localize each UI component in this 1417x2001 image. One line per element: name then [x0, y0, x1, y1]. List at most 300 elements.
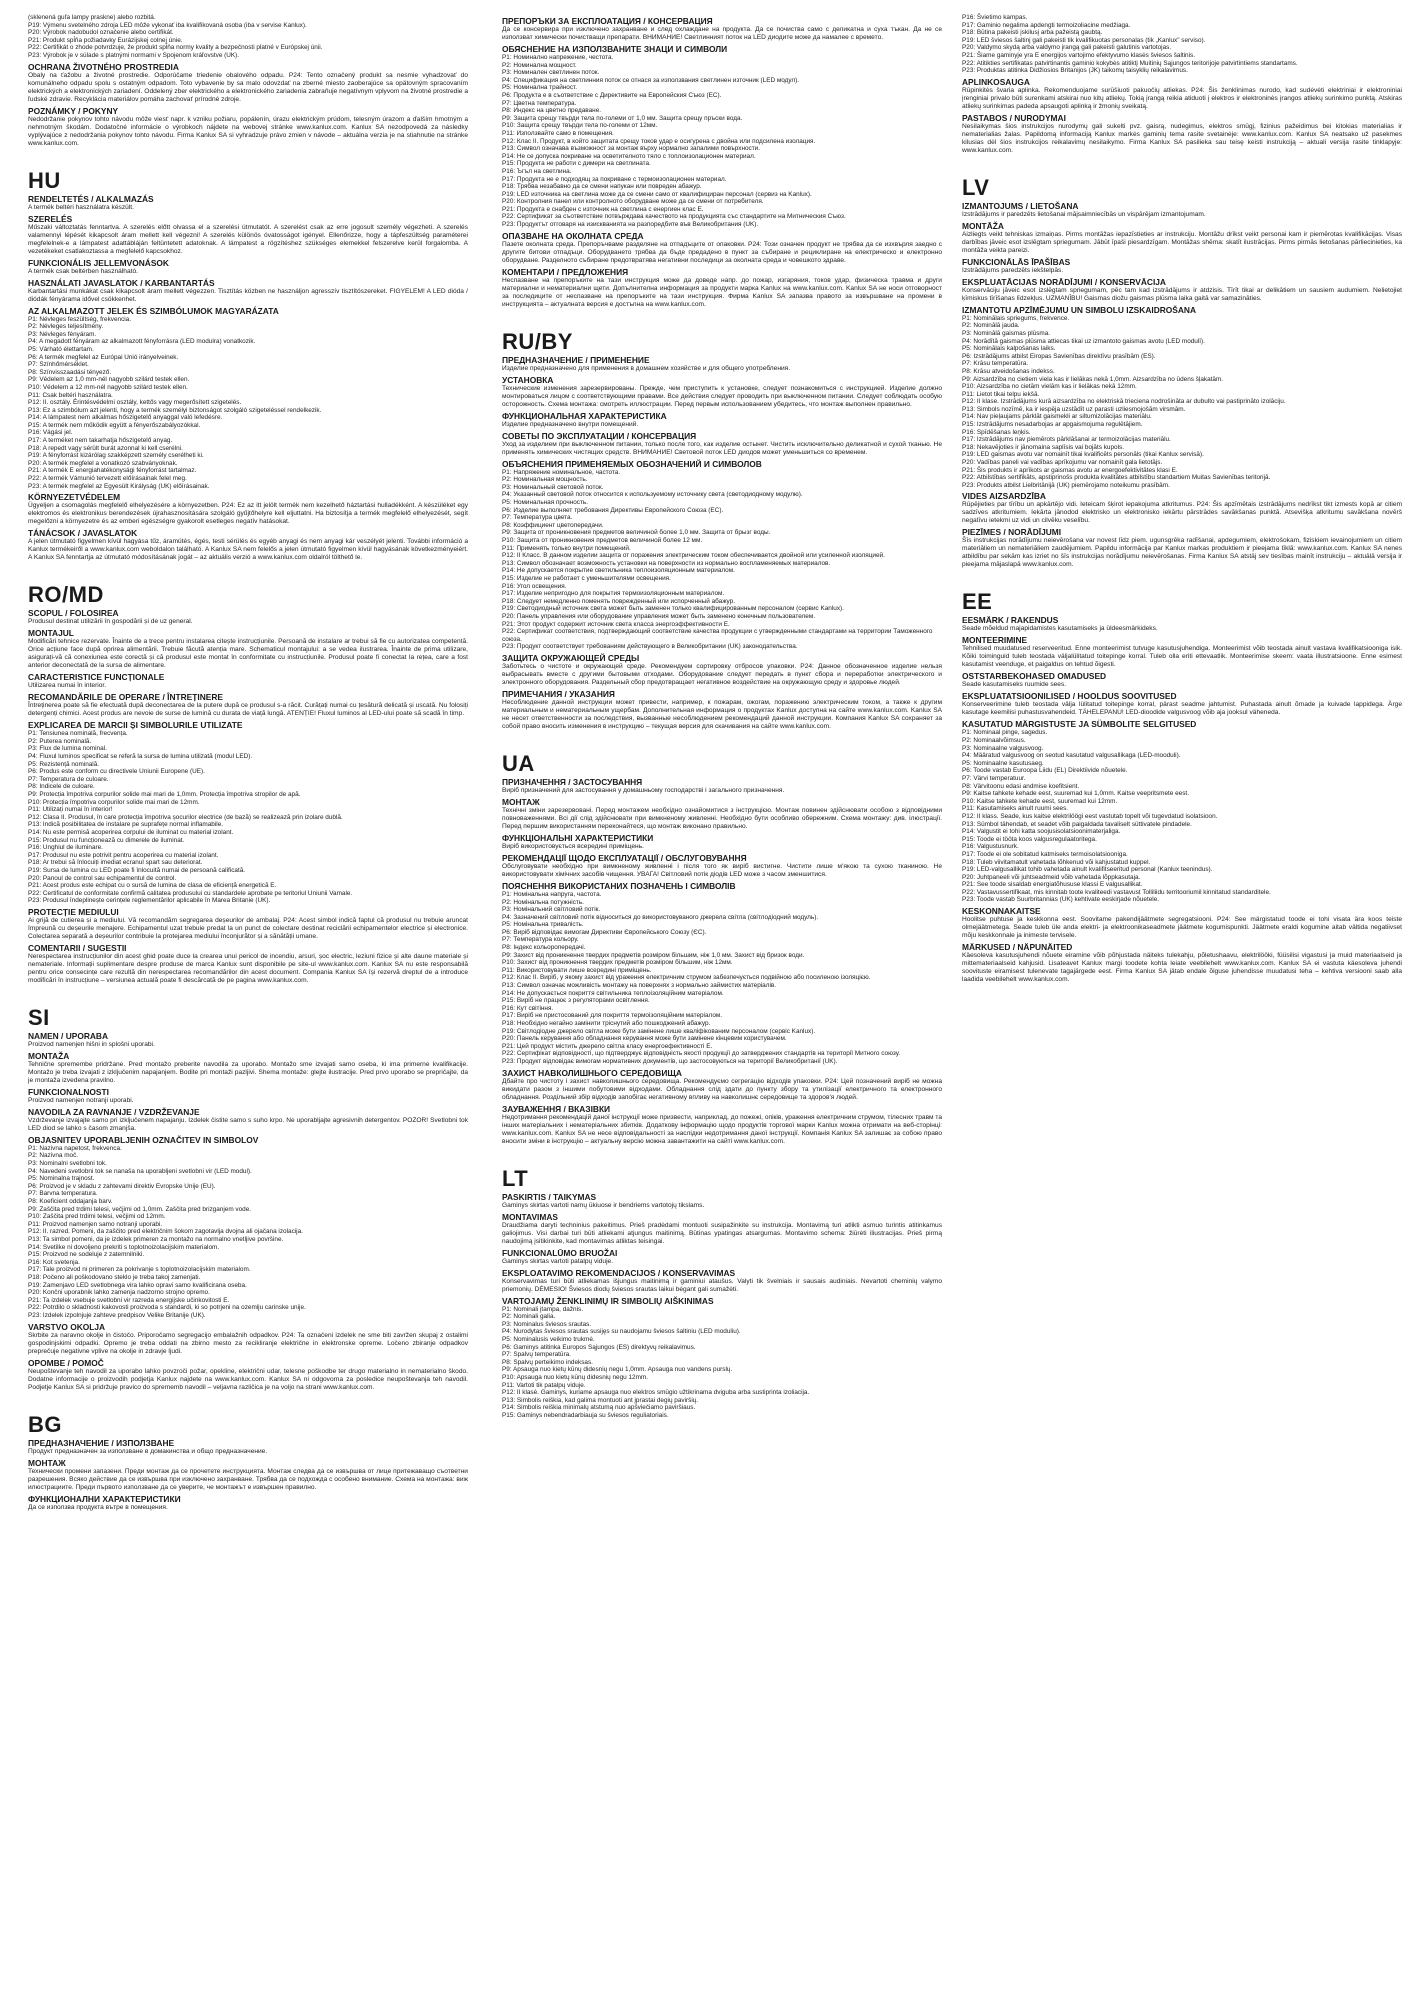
symbol-line: P15: Proizvod ne sodeluje z zatemnilniki. — [28, 1251, 145, 1259]
section-heading: OSTSTARBEKOHASED OMADUSED — [962, 671, 1107, 682]
symbol-line: P6: Продукта е в съответствие с Директивите на Европейския Съюз (ЕС). — [502, 91, 722, 99]
symbol-line: P5: Nominalusis veikimo trukmė. — [502, 1335, 595, 1343]
paragraph: Obaly na ťažobu a životné prostredie. Odporúčame triedenie obalového odpadu. P24: Tento označený produkt sa nesmie vyhadzovať do komunálneho odpadu spolu s ostatným odpadom. Toto vybavenie by sa malo odovzdať na zberné miesto zaoberajúce sa opätovným spracovaním elektrických a elektronických zariadení. Oddelený zber elektrického a elektronického zariadenia zabraňuje negatívnym vplyvom na životné prostredie a ľudské zdravie. Recyklácia materiálov pomáha zachovať prírodné zdroje. — [28, 71, 468, 103]
symbol-line: P1: Tensiunea nominală, frecvența. — [28, 730, 128, 738]
symbol-line: P21: Ta izdelek vsebuje svetlobni vir razreda energijske učinkovitosti E. — [28, 1296, 230, 1304]
column-2 — [502, 14, 942, 1419]
symbol-line: P20: Vadības paneli vai vadības aprīkojumu var nomainīt gala lietotājs. — [962, 459, 1163, 467]
symbol-line: P14: Valgustit ei tohi katta soojusisolatsioonimaterjaliga. — [962, 828, 1121, 836]
symbol-line: P1: Nominali įtampa, dažnis. — [502, 1305, 583, 1313]
section-heading: MONTAŽA — [28, 1050, 70, 1061]
symbol-line: P23: A termék megfelel az Egyesült Királyság (UK) előírásainak. — [28, 482, 210, 490]
paragraph: Nedodržanie pokynov tohto návodu môže viesť napr. k vzniku požiaru, popálenín, úrazu elektrickým prúdom, telesným úrazom a ďalším hmotným a nehmotným škodám. Dodatočné informácie o výrobkoch nájdete na webovej stránke www.kanlux.com. Kanlux SA nezodpovedá za následky vyplývajúce z nedodržania pokynov tohto návodu. Firma Kanlux SA si vyhradzuje právo zmien v návode – aktuálna verzia je na stiahnutie na stránke www.kanlux.com. — [28, 115, 468, 147]
symbol-line: P21: See toode sisaldab energiatõhususe klassi E valgusallikat. — [962, 881, 1143, 889]
symbol-line: P22: Certifikát o zhode potvrdzuje, že produkt spĺňa normy kvality a bezpečnosti platné v Európskej únii. — [28, 44, 323, 52]
language-section — [28, 1411, 468, 1512]
language-section — [502, 750, 942, 1146]
section-heading: AZ ALKALMAZOTT JELEK ÉS SZIMBÓLUMOK MAGYARÁZATA — [28, 305, 279, 316]
symbol-line: P12: Clasa II. Produsul, în care protecția împotriva șocurilor electrice (de bază) se realizează prin izolare dublă. — [28, 813, 343, 821]
paragraph: Întreținerea poate să fie efectuată după deconectarea de la putere după ce produsul s-a răcit. Curățați numai cu țesătură delicată și uscată. Nu folosiți detergenți chimici. Acest produs are nevoie de surse de lumină cu durata de viață lungă. ATENȚIE! Fluxul luminos al LED-ului poate să scadă în timp. — [28, 702, 468, 718]
paragraph: Виріб призначений для застосування у домашньому господарстві і загального призначення. — [502, 786, 785, 794]
paragraph: Karbantartási munkákat csak kikapcsolt áram mellett végezzen. Tisztítás közben ne használjon agresszív tisztítószereket. FIGYELEM! A LED dióda / diódák fényárama idővel csökkenhet. — [28, 287, 468, 303]
symbol-line: P5: Nominalna trajnost. — [28, 1175, 95, 1183]
symbol-list — [28, 14, 468, 60]
paragraph: Недотримання рекомендацій даної інструкції може призвести, наприклад, до пожежі, опіків, ураження електричним струмом, тілесних травм та інших матеріальних і нематеріальних збитків. Додаткову інформацію щодо продуктів торгової марки Kanlux можна отримати на веб-сторінці: www.kanlux.com. Kanlux SA не несе відповідальності за наслідки недотримання даної інструкції. Компанія Kanlux SA залишає за собою право вносити зміни в інструкцію – актуальну версію можна завантажити на сайті www.kanlux.com. — [502, 1113, 942, 1145]
symbol-line: P19: A fényforrást kizárólag szakképzett személy cserélheti ki. — [28, 452, 204, 460]
paragraph: Rūpinkitės švaria aplinka. Rekomenduojame surūšiuoti pakuočių atliekas. P24: Šis ženklinimas nurodo, kad sudėvėti elektriniai ir elektroniniai įrenginiai privalo būti surenkami atskirai nuo kitų atliekų. Tokią įrangą reikia atiduoti į elektros ir elektroninės įrangos atliekų surinkimo punktą. Atskiras atliekų surinkimas padeda apsaugoti aplinką ir žmonių sveikatą. — [962, 86, 1402, 110]
section-heading: ПОЯСНЕННЯ ВИКОРИСТАНИХ ПОЗНАЧЕНЬ І СИМВОЛІВ — [502, 880, 736, 891]
column-1 — [28, 14, 468, 1512]
section-heading: ПРИЗНАЧЕННЯ / ЗАСТОСУВАННЯ — [502, 776, 643, 787]
symbol-line: P20: Панель управления или оборудование управления может быть заменено конечным пользователем. — [502, 612, 816, 620]
symbol-line: P17: Изделие непригодно для покрытия термоизоляционным материалом. — [502, 590, 725, 598]
symbol-line: P14: Svetilke ni dovoljeno prekriti s toplotnoizolacijskim materialom. — [28, 1243, 220, 1251]
symbol-line: P7: Temperatura de culoare. — [28, 775, 109, 783]
section-heading: PIEZĪMES / NORĀDĪJUMI — [962, 527, 1062, 538]
paragraph: Технические изменения зарезервированы. Прежде, чем приступить к установке, следует познакомиться с инструкцией. Изделие должно монтироваться лицом с соответствующими правами. Все действия следует проводить при выключенном питании. Следует соблюдать особую осторожность. Схема монтажа: смотреть иллюстрации. Перед первым использованием убедитесь, что монтаж выполнен правильно. — [502, 384, 942, 408]
symbol-line: (sklenená guľa lampy praskne) alebo rozbitá. — [28, 14, 156, 21]
paragraph: Дбайте про чистоту і захист навколишнього середовища. Рекомендуємо сегрегацію відходів упаковки. P24: Цей позначений виріб не можна викидати разом з іншими побутовими відходами. Обладнання слід здати до пункту збору та утилізації електричного та електронного обладнання. Роздільний збір відходів запобігає негативному впливу на навколишнє середовище та здоров'я людей. — [502, 1077, 942, 1101]
section-heading: FUNKCIONALŪMO BRUOŽAI — [502, 1247, 618, 1258]
section-heading: FUNKCIONALNOSTI — [28, 1086, 109, 1097]
symbol-line: P9: Protecția împotriva corpurilor solide mai mari de 1,0mm. Protecția împotriva stropilor de apă. — [28, 790, 301, 798]
symbol-line: P10: Защита срещу твърди тела по-големи от 12мм. — [502, 122, 658, 130]
symbol-line: P6: Виріб відповідає вимогам Директиви Європейського Союзу (ЄС). — [502, 928, 707, 936]
symbol-line: P2: Nominālā jauda. — [962, 322, 1020, 330]
symbol-line: P19: Светодиодный источник света может быть заменен только квалифицированным персоналом (сервис Kanlux). — [502, 605, 844, 613]
symbol-line: P8: Színvisszaadási tényező. — [28, 368, 112, 376]
symbol-list — [28, 730, 468, 905]
section-heading: FUNKCIONÁLIS JELLEMVONÁSOK — [28, 257, 169, 268]
symbol-line: P13: Ta simbol pomeni, da je izdelek primeren za montažo na normalno vnetljive površine. — [28, 1236, 284, 1243]
symbol-line: P3: Nominalni svetlobni tok. — [28, 1160, 107, 1168]
symbol-line: P18: Počeno ali poškodovano steklo je treba takoj zamenjati. — [28, 1273, 201, 1281]
symbol-line: P4: Fluxul luminos specificat se referă la sursa de lumina utilizată (modul LED). — [28, 753, 253, 760]
paragraph: Технічні зміни зарезервовані. Перед монтажем необхідно ознайомитися з інструкцією. Монтаж повинен здійснювати особою з відповідними повноваженнями. Всі дії слід здійснювати при вимкненому живленні. Необхідно бути особливо обережним. Схема монтажу: див. ілюстрації. Перед першим використанням переконайтеся, що монтаж виконано правильно. — [502, 806, 942, 830]
symbol-line: P11: Proizvod namenjen samo notranji uporabi. — [28, 1220, 163, 1228]
paragraph: Hoolitse puhtuse ja keskkonna eest. Soovitame pakendijäätmete segregatsiooni. P24: See märgistatud toode ei tohi visata ära koos teiste olmejäätmetega. Seade tuleb üle anda elektri- ja elektroonikaseadmete jäätmete kogumispunkti. Jäätmete eraldi kogumine aitab vältida negatiivset mõju keskkonnale ja inimeste tervisele. — [962, 916, 1402, 940]
symbol-line: P23: Izdelek izpolnjuje zahteve predpisov Velike Britanije (UK). — [28, 1311, 206, 1319]
symbol-line: P12: II. razred. Pomeni, da zaščito pred električnim šokom zagotavlja dvojna ali ojačana izolacija. — [28, 1228, 303, 1236]
language-section — [502, 1165, 942, 1420]
section-heading: ПРИМЕЧАНИЯ / УКАЗАНИЯ — [502, 688, 615, 699]
symbol-line: P1: Nominaal pinge, sagedus. — [962, 729, 1048, 737]
symbol-line: P8: Індекс кольоропередачі. — [502, 944, 586, 952]
symbol-line: P21: Produkt spĺňa požiadavky Eurázijskej colnej únie. — [28, 36, 183, 44]
symbol-line: P4: Määratud valgusvoog on seotud kasutatud valgusallikaga (LED-mooduli). — [962, 752, 1181, 760]
section-heading: ЗАУВАЖЕННЯ / ВКАЗІВКИ — [502, 1103, 611, 1114]
symbol-line: P6: Toode vastab Euroopa Liidu (EL) Direktiivide nõuetele. — [962, 767, 1128, 775]
section-heading: FUNKCIONĀLĀS ĪPAŠĪBAS — [962, 256, 1071, 267]
symbol-line: P10: Защита от проникновения предметов величиной более 12 мм. — [502, 537, 703, 544]
symbol-line: P6: Izstrādājums atbilst Eiropas Savienības direktīvu prasībām (ES). — [962, 352, 1156, 360]
symbol-line: P13: Simbols nozīmē, ka ir iespēja uzstādīt uz parasti uzliesmojošām virsmām. — [962, 405, 1186, 413]
symbol-line: P20: Juhtpaneeli või juhtseadmeid võib vahetada lõppkasutaja. — [962, 873, 1141, 881]
symbol-line: P19: LED šviesos šaltinį gali pakeisti tik kvalifikuotas personalas (tik „Kanlux" serviso). — [962, 36, 1206, 44]
language-section — [502, 16, 942, 309]
paragraph: Да се консервира при изключено захранване и след охлаждане на продукта. Да се почиства само с деликатна и суха тъкан. Да не се използват химически почистващи препарати. ВНИМАНИЕ! Светлинният поток на LED диодите може да намалее с времето. — [502, 26, 942, 41]
symbol-line: P4: Спецификация на светлинния поток се отнася за използвания светлинен източник (LED модул). — [502, 76, 800, 84]
symbol-line: P7: Värvi temperatuur. — [962, 774, 1026, 782]
symbol-line: P21: A termék E energiahatékonysági fényforrást tartalmaz. — [28, 467, 197, 475]
symbol-line: P14: A lámpatest nem alkalmas hőszigetelő anyaggal való lefedésre. — [28, 414, 223, 422]
symbol-line: P2: Nominali galia. — [502, 1313, 556, 1321]
symbol-line: P23: Продуктът отговаря на изискванията на разпоредбите във Великобритания (UK). — [502, 221, 759, 229]
symbol-line: P11: Vartoti tik patalpų viduje. — [502, 1381, 586, 1389]
section-heading: CARACTERISTICE FUNCȚIONALE — [28, 672, 165, 683]
section-heading: MONTAJUL — [28, 628, 74, 639]
symbol-line: P14: Не допускается покрытие светильника теплоизоляционным материалом. — [502, 567, 735, 575]
language-section — [962, 174, 1402, 570]
symbol-line: P23: Toode vastab Suurbritannias (UK) kehtivate eeskirjade nõuetele. — [962, 896, 1160, 904]
symbol-line: P7: Температура кольору. — [502, 936, 579, 944]
symbol-line: P3: Nominaalne valgusvoog. — [962, 744, 1044, 752]
section-heading: ФУНКЦІОНАЛЬНІ ХАРАКТЕРИСТИКИ — [502, 832, 654, 843]
symbol-line: P22: Certificatul de conformitate confirmă calitatea produsului cu standardele aprobate pe teritoriul Uniunii Vamale. — [28, 889, 353, 897]
symbol-line: P18: A repedt vagy sérült burát azonnal ki kell cserélni. — [28, 444, 183, 452]
symbol-line: P21: Šis produkts ir aprīkots ar gaismas avotu ar energoefektivitātes klasi E. — [962, 466, 1178, 474]
symbol-line: P12: II. osztály. Érintésvédelmi osztály, kettős vagy megerősített szigetelés. — [28, 399, 242, 407]
symbol-line: P13: Indică posibilitatea de instalare pe suprafețe normal inflamabile. — [28, 821, 224, 829]
symbol-line: P13: Символ обозначает возможность установки на поверхности из нормально воспламеняемых материалов. — [502, 559, 831, 567]
symbol-line: P5: Номінальна тривалість. — [502, 921, 584, 929]
symbol-line: P8: Индекс на цветно предаване. — [502, 107, 602, 115]
symbol-line: P7: Krāsu temperatūra. — [962, 360, 1029, 368]
section-heading: ОБЪЯСНЕНИЯ ПРИМЕНЯЕМЫХ ОБОЗНАЧЕНИЙ И СИМВОЛОВ — [502, 458, 762, 469]
symbol-line: P2: Номінальна потужність. — [502, 898, 584, 906]
symbol-line: P10: Apsauga nuo kietų kūnų didesnių negu 12mm. — [502, 1373, 649, 1381]
symbol-list — [28, 316, 468, 491]
symbol-line: P17: Gaminio negalima apdengti termoizoliacine medžiaga. — [962, 21, 1131, 29]
symbol-line: P9: Защита срещу твърди тела по-големи от 1,0 мм. Защита срещу пръски вода. — [502, 114, 743, 122]
symbol-line: P4: Navedeni svetlobni tok se nanaša na uporabljeni svetlobni vir (LED modul). — [28, 1167, 252, 1175]
symbol-line: P21: Цей продукт містить джерело світла класу енергоефективності E. — [502, 1042, 713, 1050]
symbol-list — [962, 315, 1402, 490]
symbol-line: P20: Панель керування або обладнання керування може бути замінене кінцевим користувачем. — [502, 1035, 787, 1043]
symbol-line: P22: Сертификат соответствия, подтверждающий соответствие качества продукции с утвержденными стандартами на территории Таможенного союза. — [502, 628, 933, 643]
symbol-line: P11: Використовувати лише всередині приміщень. — [502, 966, 652, 974]
language-code: RO/MD — [28, 582, 104, 608]
section-heading: УСТАНОВКА — [502, 374, 554, 385]
section-heading: PASKIRTIS / TAIKYMAS — [502, 1191, 597, 1202]
symbol-line: P12: Клас II. Виріб, у якому захист від ураження електричним струмом забезпечується подвійною або посиленою ізоляцією. — [502, 974, 871, 982]
symbol-line: P2: Puterea nominală. — [28, 737, 92, 745]
section-heading: HASZNÁLATI JAVASLATOK / KARBANTARTÁS — [28, 277, 215, 288]
symbol-line: P17: Toode ei ole sobitatud katmiseks termoisolatsiooniga. — [962, 850, 1128, 858]
symbol-list — [28, 1145, 468, 1320]
section-heading: КОМЕНТАРИ / ПРЕДЛОЖЕНИЯ — [502, 266, 629, 277]
symbol-line: P19: LED-valgusallikat tohib vahetada ainult kvalifitseeritud personal (Kanlux teenindus). — [962, 866, 1213, 874]
symbol-line: P22: Сертификат за съответствие потвърждава качеството на продукцията със стандартите на Митническия Съюз. — [502, 213, 846, 221]
symbol-line: P22: Potrdilo o skladnosti kakovosti proizvoda s standardi, ki so potrjeni na ozemlju carinske unije. — [28, 1304, 306, 1312]
symbol-line: P20: Контролния панел или контролното оборудване може да се смени от потребителя. — [502, 198, 764, 206]
symbol-line: P22: A termék Vámunió tervezett előírásainak felel meg. — [28, 475, 187, 483]
symbol-line: P17: Продукта не е подходящ за покриване с термоизолационен материал. — [502, 175, 727, 183]
symbol-line: P14: Simbolis reiškia minimalų atstumą nuo apšviečiamo paviršiaus. — [502, 1404, 696, 1412]
symbol-line: P14: Не се допуска покриване на осветителното тяло с топлоизолационен материал. — [502, 152, 756, 160]
paragraph: Neupoštevanje teh navodil za uporabo lahko povzroči požar, opekline, električni udar, telesne poškodbe ter drugo materialno in nematerialno škodo. Dodatne informacije o proizvodih podjetja Kanlux najdete na www.kanlux.com. Kanlux SA ni odgovorna za posledice neupoštevanja teh navodil. Podjetje Kanlux SA si pridržuje pravico do sprememb navodil – veljavna različica je na voljo na strani www.kanlux.com. — [28, 1367, 468, 1391]
symbol-line: P14: Не допускається покриття світильника теплоізоляційним матеріалом. — [502, 989, 724, 997]
symbol-line: P3: Номінальний світловий потік. — [502, 906, 601, 914]
symbol-line: P11: Применять только внутри помещений. — [502, 544, 631, 552]
symbol-line: P12: II klass. Seade, kus kaitse elektrilöögi eest vastutab topelt või tugevdatud isolatsioon. — [962, 812, 1218, 820]
symbol-line: P17: Produsul nu este potrivit pentru acoperirea cu material izolant. — [28, 851, 219, 859]
symbol-line: P14: Nu este permisă acoperirea corpului de iluminat cu material izolant. — [28, 828, 234, 836]
language-code: BG — [28, 1411, 62, 1437]
paragraph: Draudžiama daryti techninius pakeitimus. Prieš pradėdami montuoti susipažinkite su instrukcija. Montavimą turi atlikti asmuo turintis atitinkamus galiojimus. Visi darbai turi būti atliekami atjungus maitinimą. Būtinas ypatingas atsargumas. Montavimo schema: žiūrėti iliustracijas. Prieš pirmą naudojimą įsitikinkite, kad montavimas atliktas teisingai. — [502, 1221, 942, 1245]
symbol-line: P6: A termék megfelel az Európai Unió irányelveinek. — [28, 353, 179, 361]
symbol-line: P15: Toode ei tööta koos valgusregulaatoritega. — [962, 835, 1097, 843]
symbol-line: P9: Zaščita pred trdimi telesi, večjimi od 1,0mm. Zaščita pred brizganjem vode. — [28, 1205, 252, 1213]
symbol-line: P3: Névleges fényáram. — [28, 330, 97, 338]
language-section — [962, 14, 1402, 155]
symbol-line: P21: Acest produs este echipat cu o sursă de lumina de clasa de eficiență energetică E. — [28, 882, 277, 890]
symbol-line: P7: Spalvų temperatūra. — [502, 1351, 571, 1359]
paragraph: Уход за изделием при выключенном питании, только после того, как изделие остынет. Чистить исключительно деликатной и сухой тканью. Не применять химических чистящих средств. ВНИМАНИЕ! Световой поток LED диодов может уменьшиться со временем. — [502, 440, 942, 456]
symbol-line: P14: Nav pieļaujams pārklāt gaismekli ar siltumizolācijas materiālu. — [962, 413, 1152, 421]
paragraph: Продукт предназначен за използване в домакинства и общо предназначение. — [28, 1447, 268, 1455]
symbol-line: P22: Сертифікат відповідності, що підтверджує відповідність якості продукції до затверджених стандартів на території Митного союзу. — [502, 1050, 901, 1058]
symbol-line: P8: Koeficient oddajanja barv. — [28, 1198, 113, 1206]
language-section — [28, 584, 468, 985]
section-heading: PROTECȚIE MEDIULUI — [28, 906, 119, 917]
symbol-line: P9: Aizsardzība no cietiem viela kas ir lielākas nekā 1,0mm. Aizsardzība no ūdens šļakatām. — [962, 375, 1224, 383]
symbol-line: P13: Sümbol tähendab, et seadet võib paigaldada tavaliselt süttivatele pindadele. — [962, 820, 1192, 828]
paragraph: Обслуговувати необхідно при вимкненому живленні і після того як виріб вистигне. Чистити лише м'якою та сухою тканиною. Не використовувати хімічних засобів чищення. УВАГА! Світловий потік діодів LED може з часом зменшитися. — [502, 862, 942, 878]
language-section — [28, 14, 468, 148]
symbol-line: P16: Vágási jel. — [28, 429, 73, 437]
paragraph: A termék beltéri használatra készült. — [28, 203, 134, 211]
symbol-line: P10: Aizsardzība no cietām vielām kas ir lielākas nekā 12mm. — [962, 383, 1137, 391]
symbol-line: P13: Символ означава възможност за монтаж върху нормално запалими повърхности. — [502, 145, 761, 153]
symbol-line: P4: A megadott fényáram az alkalmazott fényforrásra (LED modulra) vonatkozik. — [28, 338, 256, 346]
symbol-line: P18: Tuleb viivitamatult vahetada lõhkenud või kahjustatud kuppel. — [962, 858, 1151, 866]
paragraph: Modificări tehnice rezervate. Înainte de a trece pentru instalarea citește instrucțiunile. Persoană de instalare ar trebui să fie cu autorizatea competentă. Orice acțiune face după oprirea alimentării. Trebuie făcută atenția mare. Schematicul montajului: a se vedea ilustrarea. Înainte de prima utilizare, asigurați-vă că conexiunea este corectă și că produsul este montat în conformitate cu instrucțiunile. Produsul poate fi conectat la rețea, care a fost anterior deconectată de la sursa de alimentare. — [28, 638, 468, 670]
symbol-line: P20: A termék megfelel a vonatkozó szabványoknak. — [28, 459, 178, 467]
symbol-line: P10: Kaitse tahkete kehade eest, suuremad kui 12mm. — [962, 797, 1118, 805]
language-code: SI — [28, 1004, 50, 1030]
paragraph: Seade mõeldud majapidamistes kasutamiseks ja üldeesmärkideks. — [962, 625, 1158, 633]
section-heading: POZNÁMKY / POKYNY — [28, 105, 119, 116]
paragraph: Produsul destinat utilizării în gospodării și de uz general. — [28, 618, 193, 626]
symbol-line: P18: Nekavējoties ir jānomaina saplīsis vai bojāts kupols. — [962, 443, 1124, 451]
symbol-line: P18: Трябва незабавно да се смени напукан или повреден абажур. — [502, 183, 702, 191]
symbol-line: P9: Захист від проникнення твердих предметів розміром більшим, ніж 1,0 мм. Захист від бризок води. — [502, 951, 805, 959]
language-code: LT — [502, 1165, 529, 1191]
symbol-line: P11: Kasutamiseks ainult ruumi sees. — [962, 805, 1069, 813]
section-heading: NAVODILA ZA RAVNANJE / VZDRŽEVANJE — [28, 1106, 200, 1117]
language-code: EE — [962, 589, 993, 615]
symbol-line: P13: Ez a szimbólum azt jelenti, hogy a termék személyi biztonságot szolgáló szigeteléssel rendelkezik. — [28, 406, 322, 414]
section-heading: COMENTARII / SUGESTII — [28, 942, 127, 953]
symbol-line: P19: LED източника на светлина може да се смени само от квалифициран персонал (сервиз на Kanlux). — [502, 190, 812, 198]
paragraph: A jelen útmutató figyelmen kívül hagyása tűz, áramütés, égés, testi sérülés és egyéb anyagi és nem anyagi kár veszélyét jelenti. További információ a Kanlux termékeiről a www.kanlux.com weboldalon található. A Kanlux SA nem felelős a jelen útmutató figyelmen kívül hagyásának következményeiért. A Kanlux SA fenntartja az útmutató módosításának jogát – az aktuális verzió a www.kanlux.com oldalról tölthető le. — [28, 538, 468, 562]
symbol-line: P9: Защита от проникновения предметов величиной более 1,0 мм. Защита от брызг воды. — [502, 529, 771, 537]
symbol-line: P7: Színhőmérséklet. — [28, 361, 89, 369]
paragraph: Műszaki változtatás fenntartva. A szerelés előtt olvassa el a szerelési útmutatót. A szerelést csak az erre jogosult személy végezheti. A szerelés valamennyi lépését kikapcsolt áram mellett kell végezni! A szerelés különös óvatosságot igényel. Ellenőrizze, hogy a tápfeszültség paraméterei megfelelnek-e a lámpatest adattábláján feltüntetett adatoknak. A lámpatest a rögzítéshez szükséges elemekkel felszerelve kerül forgalomba. A vezetékeket csatlakoztassa a megfelelő kapcsokhoz. — [28, 223, 468, 255]
symbol-line: P23: Produkts atbilst Lielbritānijā (UK) piemērojamo noteikumu prasībām. — [962, 481, 1170, 489]
symbol-line: P4: Указанный световой поток относится к используемому источнику света (светодиодному модулю). — [502, 491, 803, 499]
symbol-line: P19: LED gaismas avotu var nomainīt tikai kvalificēts personāls (tikai Kanlux servisā). — [962, 451, 1204, 459]
paragraph: Пазете околната среда. Препоръчваме разделяне на отпадъците от опаковки. P24: Този означен продукт не трябва да се изхвърля заедно с другите битови отпадъци. Оборудването трябва да бъде предадено в пункт за събиране и рециклиране на електрическо и електронно оборудване. Разделното събиране предотвратява негативни последици за околната среда и човешкото здраве. — [502, 240, 942, 264]
symbol-line: P17: Виріб не пристосований для покриття термоізоляційним матеріалом. — [502, 1012, 723, 1020]
symbol-line: P6: Gaminys atitinka Europos Sąjungos (ES) direktyvų reikalavimus. — [502, 1343, 696, 1351]
paragraph: Tehnilised muudatused reserveeritud. Enne monteerimist tutvuge kasutusjuhendiga. Monteerimist võib teostada ainult vastava kvalifikatsiooniga isik. Kõiki toiminguid tuleb teostada väljalülitatud toitepinge korral. Tuleb olla eriti ettevaatlik. Monteerimise skeem: vaata illustratsioone. Enne esimest kasutamist veenduge, et paigaldus on tehtud õigesti. — [962, 645, 1402, 669]
symbol-line: P16: Unghiul de iluminare. — [28, 844, 103, 852]
section-heading: OPOMBE / POMOČ — [28, 1357, 104, 1368]
paragraph: Käesoleva kasutusjuhendi nõuete eiramine võib põhjustada näiteks tulekahju, põletushaavu, elektrilööki, füüsilisi vigastusi ja muid materiaalseid ja mittemateriaalseid kahjusid. Lisateavet Kanlux margi toodete kohta leiate veebilehelt www.kanlux.com. Kanlux SA ei vastuta käesoleva juhendi soovituste eiramisest tulenevate tagajärgede eest. Firma Kanlux SA jätab endale õiguse juhendisse muudatusi teha – kehtiva versiooni saab alla laadida veebilehelt www.kanlux.com. — [962, 952, 1402, 984]
paragraph: Nerespectarea instrucțiunilor din acest ghid poate duce la crearea unui pericol de incendiu, arsuri, șoc electric, leziuni fizice și alte daune materiale și nemateriale. Informații suplimentare despre produse de marca Kanlux sunt disponibile pe site-ul www.kanlux.com. Kanlux SA nu este responsabilă pentru orice consecințe care rezultă din nerespectarea recomandărilor din acest document. Compania Kanlux SA își rezervă dreptul de a introduce modificări în instrucțiune – versiunea actuală poate fi descărcată de pe pagina www.kanlux.com. — [28, 952, 468, 984]
paragraph: Изделие предназначено внутри помещений. — [502, 420, 639, 428]
section-heading: ПРЕДНАЗНАЧЕНИЕ / ИЗПОЛЗВАНЕ — [28, 1437, 175, 1448]
symbol-line: P4: Nurodytas šviesos srautas susijęs su naudojamu šviesos šaltiniu (LED moduliu). — [502, 1328, 741, 1336]
paragraph: Несоблюдение данной инструкции может привести, например, к пожарам, ожогам, поражению электрическим током, а также к другим материальным и нематериальным ущербам. Дополнительная информация о продуктах Kanlux доступна на сайте www.kanlux.com. Kanlux SA не несет ответственности за последствия, вызванные несоблюдением рекомендаций данной инструкции. Компания Kanlux SA сохраняет за собой право вносить изменения в инструкцию – текущая версия для скачивания на сайте www.kanlux.com. — [502, 698, 942, 730]
section-heading: RENDELTETÉS / ALKALMAZÁS — [28, 193, 154, 204]
symbol-line: P2: Nazivna moč. — [28, 1152, 79, 1160]
symbol-list — [962, 729, 1402, 904]
symbol-line: P9: Védelem az 1,0 mm-nél nagyobb szilárd testek ellen. — [28, 376, 190, 384]
section-heading: MÄRKUSED / NÄPUNÄITED — [962, 942, 1073, 953]
paragraph: Utilizarea numai în interior. — [28, 682, 107, 690]
symbol-line: P8: Krāsu atveidošanas indekss. — [962, 367, 1055, 375]
section-heading: EKSPLUATĀCIJAS NORĀDĪJUMI / KONSERVĀCIJA — [962, 276, 1166, 287]
section-heading: RECOMANDĂRILE DE OPERARE / ÎNTREȚINERE — [28, 692, 223, 703]
symbol-line: P16: Spīdēšanas leņķis. — [962, 428, 1031, 436]
symbol-line: P23: Продукт соответствует требованиям действующего в Великобритании (UK) законодательства. — [502, 643, 798, 651]
symbol-line: P15: Produsul nu funcționează cu dimerele de iluminat. — [28, 836, 185, 844]
language-section — [28, 1004, 468, 1392]
symbol-line: P1: Номінальна напруга, частота. — [502, 890, 602, 898]
paragraph: Gaminys skirtas vartoti namų ūkiuose ir bendriems vartotojų tikslams. — [502, 1201, 705, 1209]
symbol-line: P10: Protecția împotriva corpurilor solide mai mari de 12mm. — [28, 798, 200, 806]
section-heading: MONTEERIMINE — [962, 635, 1028, 646]
symbol-line: P21: Šiame gaminyje yra E energijos vartojimo efektyvumo klasės šviesos šaltinis. — [962, 51, 1195, 59]
symbol-line: P4: Norādītā gaismas plūsma attiecas tikai uz izmantoto gaismas avotu (LED modulī). — [962, 337, 1205, 345]
paragraph: Seade kasutamiseks ruumide sees. — [962, 681, 1067, 689]
symbol-line: P16: Ъгъл на светлина. — [502, 167, 572, 175]
section-heading: MONTĀŽA — [962, 220, 1004, 231]
language-section — [502, 328, 942, 731]
symbol-line: P6: Proizvod je v skladu z zahtevami direktiv Evropske Unije (EU). — [28, 1182, 216, 1190]
symbol-line: P12: II klase. Izstrādājums kurā aizsardzība no elektriskā trieciena nodrošināta ar dubulto vai pastiprināto izolāciju. — [962, 398, 1286, 406]
paragraph: Технически промени запазени. Преди монтаж да се прочетете инструкцията. Монтаж следва да се извършва от лице притежаващо съответни разрешения. Всяко действие да се извършва при изключено захранване. Трябва да се подхожда с особено внимание. Схема на монтажа: виж илюстрациите. Преди първото използване да се уверите, че монтажът е извършен правилно. — [28, 1467, 468, 1491]
section-heading: ПРЕДНАЗНАЧЕНИЕ / ПРИМЕНЕНИЕ — [502, 354, 650, 365]
section-heading: РЕКОМЕНДАЦІЇ ЩОДО ЕКСПЛУАТАЦІЇ / ОБСЛУГОВУВАННЯ — [502, 852, 747, 863]
symbol-line: P10: Zaščita pred trdimi telesi, večjimi od 12mm. — [28, 1213, 166, 1221]
section-heading: KASUTATUD MÄRGISTUSTE JA SÜMBOLITE SELGITUSED — [962, 719, 1197, 730]
language-code: UA — [502, 750, 535, 776]
paragraph: Заботьтесь о чистоте и окружающей среде. Рекомендуем сортировку отбросов упаковки. P24: Данное обозначенное изделие нельзя выбрасывать вместе с другими бытовыми отходами. Оборудование следует передать в пункт сбора и переработки электрического и электронного оборудования. Раздельный сбор предотвращает негативное воздействие на окружающую среду и здоровье людей. — [502, 662, 942, 686]
section-heading: ПРЕПОРЪКИ ЗА ЕКСПЛОАТАЦИЯ / КОНСЕРВАЦИЯ — [502, 16, 713, 26]
section-heading: ЗАЩИТА ОКРУЖАЮЩЕЙ СРЕДЫ — [502, 652, 640, 663]
paragraph: Tehnične spremembe pridržane. Pred montažo preberite navodila za uporabo. Montažo sme izvajati samo oseba, ki ima primerne kvalifikacije. Montažo je treba izvajati z izključenim napajanjem. Bodite pri montaži pazljivi. Shema montaže: glejte ilustracije. Pred prvo uporabo se prepričajte, da je montaža izvedena pravilno. — [28, 1060, 468, 1084]
symbol-list — [502, 54, 942, 229]
symbol-line: P1: Напряжение номинальное, частота. — [502, 468, 621, 476]
symbol-line: P17: A terméket nem takarhatja hőszigetelő anyag. — [28, 437, 173, 445]
language-code: LV — [962, 174, 990, 200]
paragraph: Vzdrževanje izvajajte samo pri izključenem napajanju. Izdelek čistite samo s suho krpo. Ne uporabljajte agresivnih detergentov. POZOR! Svetlobni tok LED diod se lahko s časom zmanjša. — [28, 1116, 468, 1132]
column-3 — [962, 14, 1402, 984]
symbol-line: P18: Ar trebui să înlocuiți imediat ecranul spart sau deteriorat. — [28, 859, 203, 867]
symbol-line: P22: Atbilstības sertifikāts, apstiprinošs produkta kvalitātes atbilstību standartiem Muitas Savienības teritorijā. — [962, 474, 1271, 482]
symbol-line: P2: Névleges teljesítmény. — [28, 323, 104, 331]
language-code: HU — [28, 167, 61, 193]
symbol-line: P20: Valdymo skydą arba valdymo įrangą gali pakeisti galutinis vartotojas. — [962, 44, 1172, 52]
symbol-line: P11: Lietot tikai telpu iekšā. — [962, 390, 1040, 398]
symbol-line: P5: Rezistență nominală. — [28, 760, 100, 768]
paragraph: Неспазване на препоръките на тази инструкция може да доведе напр. до пожар, изгаряния, токов удар, физическа травма и други материални и нематериални щети. Допълнителна информация за продукти марка Kanlux на www.kanlux.com. Kanlux SA не носи отговорност за последиците от неспазване на препоръките на тази инструкция. Фирма Kanlux SA запазва правото за извършване на промени в инструкцията – актуалната версия е достъпна на www.kanlux.com. — [502, 276, 942, 308]
symbol-line: P3: Nominalus šviesos srautas. — [502, 1320, 592, 1328]
symbol-line: P23: Produktas atitinka Didžiosios Britanijos (JK) taikomų taisyklių reikalavimus. — [962, 67, 1188, 75]
symbol-line: P20: Výrobok nadobudol označenie alebo certifikát. — [28, 29, 174, 37]
section-heading: ФУНКЦИОНАЛНИ ХАРАКТЕРИСТИКИ — [28, 1493, 181, 1504]
symbol-line: P5: Номинална трайност. — [502, 84, 578, 92]
section-heading: MONTAVIMAS — [502, 1211, 558, 1222]
symbol-line: P16: Угол освещения. — [502, 582, 567, 590]
symbol-line: P18: Следует немедленно поменять поврежденный или испорченный абажур. — [502, 597, 735, 605]
symbol-line: P19: Výmenu svetelného zdroja LED môže vykonať iba kvalifikovaná osoba (iba v servise Kanlux). — [28, 21, 307, 29]
symbol-line: P11: Csak beltéri használatra. — [28, 391, 113, 399]
section-heading: СОВЕТЫ ПО ЭКСПЛУАТАЦИИ / КОНСЕРВАЦИЯ — [502, 430, 697, 441]
symbol-line: P20: Panoul de control sau echipamentul de control. — [28, 874, 177, 882]
symbol-list — [502, 891, 942, 1066]
symbol-line: P21: Продукта е снабден с източник на светлина с енергиен клас Е. — [502, 205, 704, 213]
language-section — [28, 167, 468, 563]
paragraph: Да се използва продукта вътре в помещения. — [28, 1503, 168, 1511]
symbol-line: P16: Valgustusnurk. — [962, 843, 1019, 851]
symbol-line: P18: Необхідно негайно замінити тріснутий або пошкоджений абажур. — [502, 1020, 711, 1027]
symbol-line: P20: Končni uporabnik lahko zamenja nadzorno strojno opremo. — [28, 1289, 210, 1297]
paragraph: Aizliegts veikt tehniskas izmaiņas. Pirms montāžas iepazīstieties ar instrukciju. Montāžu drīkst veikt personai kam ir piemērotas kvalifikācijas. Visas darbības jāveic esot izslēgtam spriegumam. Jābūt īpaši piesardzīgam. Montāžas shēma: skatīt ilustrācijas. Pirms pirmās lietošanas pārliecinieties, ka montāža veikta pareizi. — [962, 230, 1402, 254]
symbol-line: P1: Nominālais spriegums, frekvence. — [962, 314, 1070, 322]
symbol-line: P15: A termék nem működik együtt a fényerőszabályozókkal. — [28, 421, 201, 429]
paragraph: Изделие предназначено для применения в домашнем хозяйстве и для общего употребления. — [502, 364, 791, 372]
paragraph: Konservāciju jāveic esot izslēgtam spriegumam, pēc tam kad izstrādājums ir atdzisis. Tīrīt tikai ar delikātiem un sausiem audumiem. Nelietojiet ķīmiskus tīrīšanas līdzekļus. UZMANĪBU! Gaismas diožu gaismas plūsma laika gaitā var samazināties. — [962, 286, 1402, 302]
language-code: RU/BY — [502, 328, 573, 354]
language-section — [962, 591, 1402, 984]
symbol-line: P17: Tale proizvod ni primeren za pokrivanje s toplotnoizolacijskim materialom. — [28, 1266, 251, 1274]
paragraph: Izstrādājums paredzēts iekštelpās. — [962, 266, 1064, 274]
paragraph: Ai grijă de cutierea și a mediului. Vă recomandăm segregarea deșeurilor de ambalaj. P24: Acest simbol indică faptul că produsul nu trebuie aruncat împreună cu deșeurile menajere. Echipamentul uzat trebuie predat la un punct de colectare destinat reciclării echipamentelor electrice și electronice. Colectarea separată a deșeurilor contribuie la protejarea mediului înconjurător și a sănătății umane. — [28, 916, 468, 940]
symbol-line: P6: Изделие выполняет требования Директивы Европейского Союза (ЕС). — [502, 506, 724, 514]
paragraph: A termék csak beltérben használható. — [28, 267, 138, 275]
symbol-line: P16: Švietimo kampas. — [962, 14, 1028, 21]
symbol-line: P4: Зазначений світловий потік відноситься до використовуваного джерела світла (світлодіодний модуль). — [502, 913, 819, 921]
section-heading: SZERELÉS — [28, 213, 73, 224]
paragraph: Konservavimas turi būti atliekamas išjungus maitinimą ir gaminiui ataušus. Valyti tik švelniais ir sausais audiniais. Nevartoti cheminių valymo priemonių. DĖMESIO! Šviesos diodų šviesos srautas laikui bėgant gali sumažėti. — [502, 1277, 942, 1293]
paragraph: Gaminys skirtas vartoti patalpų viduje. — [502, 1257, 614, 1265]
symbol-line: P7: Температура цвета. — [502, 514, 573, 522]
paragraph: Skrbite za naravno okolje in čistočo. Priporočamo segregacijo embalažnih odpadkov. P24: Ta označeni izdelek ne sme biti zavržen skupaj z ostalimi gospodinjskimi odpadki. Opremo je treba oddati na zbirno mesto za recikliranje električne in elektronske opreme. Ločeno zbiranje odpadkov preprečuje negativne vplive na okolje in zdravje ljudi. — [28, 1331, 468, 1355]
section-heading: МОНТАЖ — [28, 1457, 66, 1468]
section-heading: OBJASNITEV UPORABLJENIH OZNAČITEV IN SIMBOLOV — [28, 1134, 259, 1145]
section-heading: APLINKOSAUGA — [962, 76, 1030, 87]
symbol-line: P19: Світлодіодне джерело світла може бути замінене лише кваліфікованим персоналом (сервіс Kanlux). — [502, 1027, 816, 1035]
section-heading: SCOPUL / FOLOSIREA — [28, 608, 119, 619]
paragraph: Ügyeljen a csomagolás megfelelő elhelyezésére a környezetben. P24: Ez az itt jelölt termék nem kezelhető háztartási hulladékként. A készüléket egy elektromos és elektronikus berendezések újrahasznosítására szolgáló gyűjtőhelyre kell eljuttatni. Ha biztosítja a termék megfelelő elhelyezését, segít megelőzni a környezetre és az emberi egészségre gyakorolt esetleges negatív hatásokat. — [28, 502, 468, 526]
symbol-line: P9: Apsauga nuo kietų kūnų didesnių negu 1,0mm. Apsauga nuo vandens purslų. — [502, 1366, 733, 1374]
symbol-line: P12: Клас II. Продукт, в който защитата срещу токов удар е осигурена с двойна или подсилена изолация. — [502, 137, 816, 145]
section-heading: МОНТАЖ — [502, 796, 540, 807]
symbol-line: P3: Номинальный световой поток. — [502, 483, 604, 491]
symbol-line: P3: Номинален светлинен поток. — [502, 69, 600, 77]
symbol-list — [962, 14, 1402, 75]
symbol-line: P11: Utilizați numai în interior! — [28, 806, 113, 814]
paragraph: Proizvod namenjen notranji uporabi. — [28, 1096, 134, 1104]
section-heading: EESMÄRK / RAKENDUS — [962, 615, 1059, 626]
section-heading: ОПАЗВАНЕ НА ОКОЛНАТА СРЕДА — [502, 230, 644, 241]
symbol-line: P15: Gaminys nebendradarbiauja su šviesos reguliatoriais. — [502, 1411, 669, 1419]
